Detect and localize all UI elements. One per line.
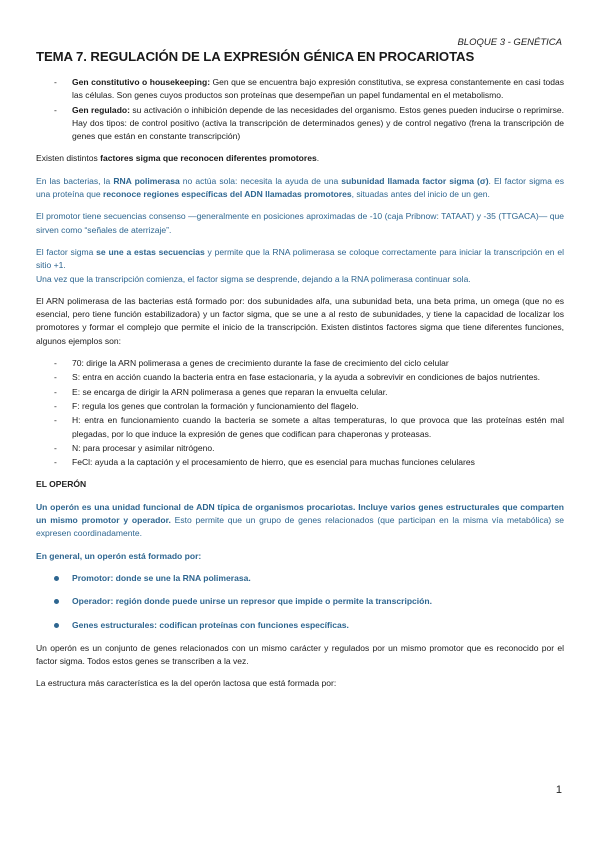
operon-heading: EL OPERÓN	[36, 479, 87, 490]
sigma-binding-paragraph: El factor sigma se une a estas secuencias y permite que la RNA polimerasa se coloque correctamente para iniciar la transcripción en el sitio +1. Una vez que la transcripción comienza, el factor sigma se desprende, dejando a la RNA polimerasa continuar sola.	[36, 246, 565, 284]
page-number: 1	[555, 784, 562, 796]
document-body	[36, 76, 564, 700]
list-item: - F: regula los genes que controlan la formación y funcionamiento del flagelo.	[54, 400, 564, 413]
operon-parts-list	[36, 572, 564, 632]
list-item: - Gen constitutivo o housekeeping: Gen que se encuentra bajo expresión constitutiva, se expresa constantemente en casi todas las células. Son genes cuyos productos son proteínas que desempeñan un papel fundamental en el metabolismo.	[54, 76, 564, 103]
list-item: - 70: dirige la ARN polimerasa a genes de crecimiento durante la fase de crecimiento del ciclo celular	[54, 357, 564, 370]
list-item: Genes estructurales: codifican proteínas con funciones específicas.	[54, 619, 564, 632]
list-item: Operador: región donde puede unirse un represor que impide o permite la transcripción.	[54, 595, 564, 608]
page-title: TEMA 7. REGULACIÓN DE LA EXPRESIÓN GÉNICA EN PROCARIOTAS	[36, 49, 475, 64]
list-item: - E: se encarga de dirigir la ARN polimerasa a genes que reparan la envuelta celular.	[54, 386, 564, 399]
gene-types-list	[36, 76, 564, 143]
list-item: Promotor: donde se une la RNA polimerasa.	[54, 572, 564, 585]
list-item: - Gen regulado: su activación o inhibición depende de las necesidades del organismo. Estos genes pueden inducirse o reprimirse. Hay dos tipos: de control positivo (activa la transcripción de determinados genes) y de control negativo (frena la transcripción de genes que están en constante transcripción)	[54, 104, 564, 144]
rna-polymerase-paragraph: En las bacterias, la RNA polimerasa no actúa sola: necesita la ayuda de una subunidad llamada factor sigma (σ). El factor sigma es una proteína que reconoce regiones específicas del ADN llamadas promotores, situadas antes del inicio de un gen.	[36, 175, 564, 200]
section-header: BLOQUE 3 - GENÉTICA	[457, 37, 562, 48]
list-item: - S: entra en acción cuando la bacteria entra en fase estacionaria, y la ayuda a sobrevivir en condiciones de bajos nutrientes.	[54, 371, 564, 384]
operon-definition: Un operón es una unidad funcional de ADN típica de organismos procariotas. Incluye varios genes estructurales que comparten un mismo promotor y operador. Esto permite que un grupo de genes relacionados (que participan en la misma vía metabólica) se expresen coordinadamente.	[36, 501, 565, 539]
list-item: - FeCl: ayuda a la captación y el procesamiento de hierro, que es esencial para muchas funciones celulares	[54, 456, 564, 469]
operon-summary: Un operón es un conjunto de genes relacionados con un mismo carácter y regulados por un mismo promotor que es reconocido por el factor sigma. Todos estos genes se transcriben a la vez.	[36, 642, 564, 667]
arn-paragraph: El ARN polimerasa de las bacterias está formado por: dos subunidades alfa, una subunidad beta, una beta prima, un omega (que no es esencial, pero tiene función estabilizadora) y un factor sigma, que se une a al resto de subunidades, y tiene la capacidad de localizar los promotores y formar el complejo que permite el inicio de la transcripción. Existen distintos factores sigma que tiene diferentes funciones, algunos ejemplos son:	[36, 295, 564, 346]
operon-parts-intro: En general, un operón está formado por:	[36, 550, 202, 561]
promoter-paragraph: El promotor tiene secuencias consenso —generalmente en posiciones aproximadas de -10 (caja Pribnow: TATAAT) y -35 (TTGACA)— que sirven como “señales de aterrizaje”.	[36, 211, 564, 235]
list-item: - H: entra en funcionamiento cuando la bacteria se somete a altas temperaturas, lo que provoca que las proteínas estén mal plegadas, por lo que induce la expresión de genes que codifican para chaperonas y proteasas.	[54, 414, 564, 441]
list-item: - N: para procesar y asimilar nitrógeno.	[54, 442, 564, 455]
lactose-intro: La estructura más característica es la del operón lactosa que está formada por:	[36, 678, 337, 689]
sigma-intro-paragraph: Existen distintos factores sigma que reconocen diferentes promotores.	[36, 153, 320, 164]
sigma-factors-list	[36, 357, 564, 469]
